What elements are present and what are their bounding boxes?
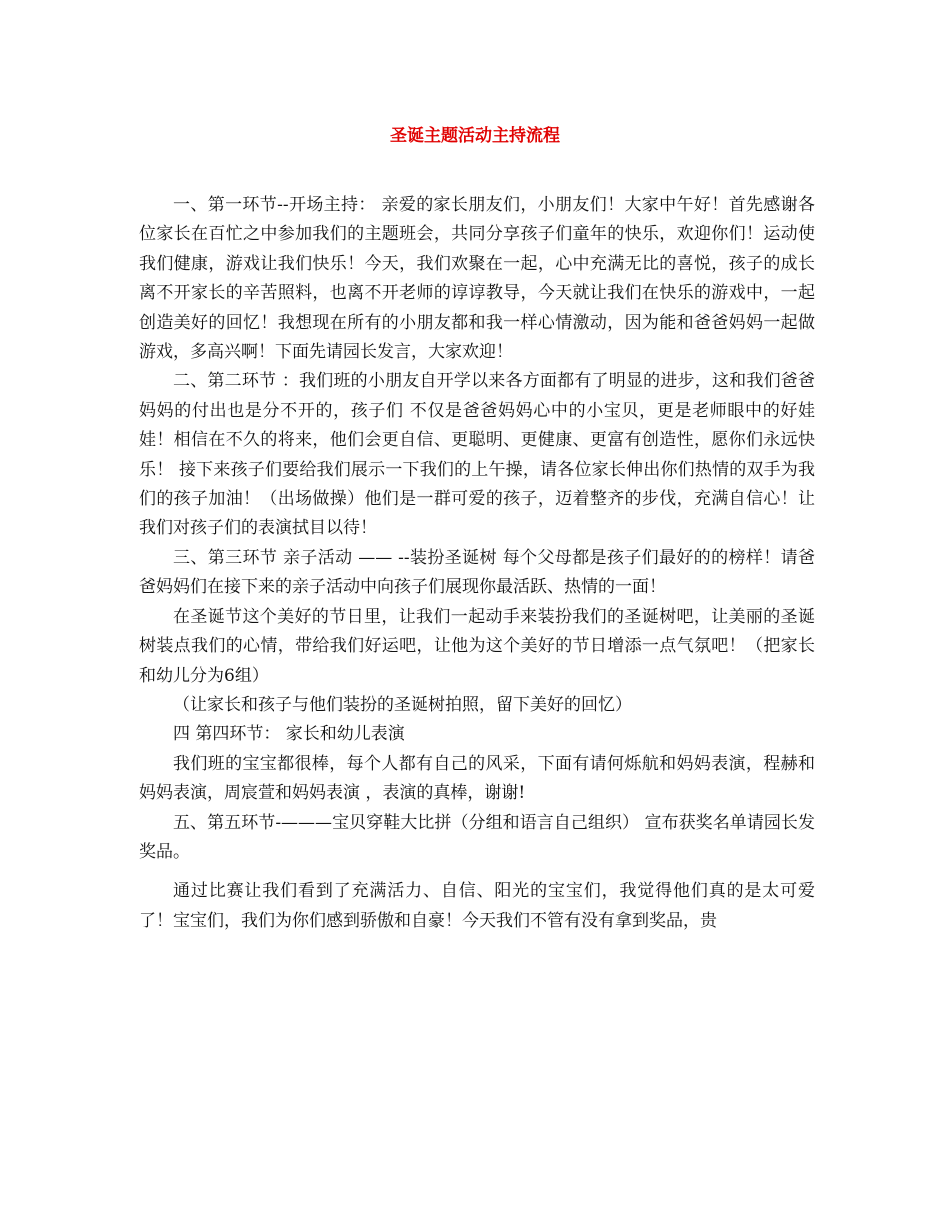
- paragraph-section-5: 五、第五环节-———宝贝穿鞋大比拼（分组和语言自己组织） 宣布获奖名单请园长发奖品。: [139, 812, 815, 862]
- paragraph-closing: 通过比赛让我们看到了充满活力、自信、阳光的宝宝们，我觉得他们真的是太可爱了！宝宝们，我们为你们感到骄傲和自豪！今天我们不管有没有拿到奖品，贵: [139, 881, 815, 931]
- document-body: [139, 191, 815, 936]
- paragraph-section-2: 二、第二环节 ：我们班的小朋友自开学以来各方面都有了明显的进步，这和我们爸爸妈妈的付出也是分不开的，孩子们 不仅是爸爸妈妈心中的小宝贝，更是老师眼中的好娃娃！相信在不久的将来，他们会更自信、更聪明、更健康、更富有创造性，愿你们永远快乐！ 接下来孩子们要给我们展示一下我们的上午操，请各位家长伸出你们热情的双手为我们的孩子加油！（出场做操）他们是一群可爱的孩子，迈着整齐的步伐，充满自信心！让我们对孩子们的表演拭目以待！: [139, 371, 815, 539]
- paragraph-section-3: 三、第三环节 亲子活动 —— --装扮圣诞树 每个父母都是孩子们最好的的榜样！请爸爸妈妈们在接下来的亲子活动中向孩子们展现你最活跃、热情的一面！: [139, 547, 815, 598]
- paragraph-christmas-tree: 在圣诞节这个美好的节日里，让我们一起动手来装扮我们的圣诞树吧，让美丽的圣诞树装点我们的心情，带给我们好运吧，让他为这个美好的节日增添一点气氛吧！（把家长和幼儿分为6组）: [139, 606, 815, 686]
- paragraph-performances: 我们班的宝宝都很棒，每个人都有自己的风采，下面有请何烁航和妈妈表演，程赫和妈妈表演，周宸萱和妈妈表演 ，表演的真棒，谢谢!: [139, 753, 815, 804]
- paragraph-section-4: 四 第四环节： 家长和幼儿表演: [173, 724, 405, 745]
- page-title: 圣诞主题活动主持流程: [390, 126, 560, 146]
- paragraph-photo-note: （让家长和孩子与他们装扮的圣诞树拍照，留下美好的回忆）: [173, 694, 632, 715]
- paragraph-section-1: 一、第一环节--开场主持： 亲爱的家长朋友们，小朋友们！大家中午好！首先感谢各位家长在百忙之中参加我们的主题班会，共同分享孩子们童年的快乐，欢迎你们！运动使我们健康，游戏让我们快乐！今天，我们欢聚在一起，心中充满无比的喜悦，孩子的成长离不开家长的辛苦照料，也离不开老师的谆谆教导，今天就让我们在快乐的游戏中，一起创造美好的回忆！我想现在所有的小朋友都和我一样心情激动，因为能和爸爸妈妈一起做游戏，多高兴啊！下面先请园长发言，大家欢迎！: [139, 195, 815, 363]
